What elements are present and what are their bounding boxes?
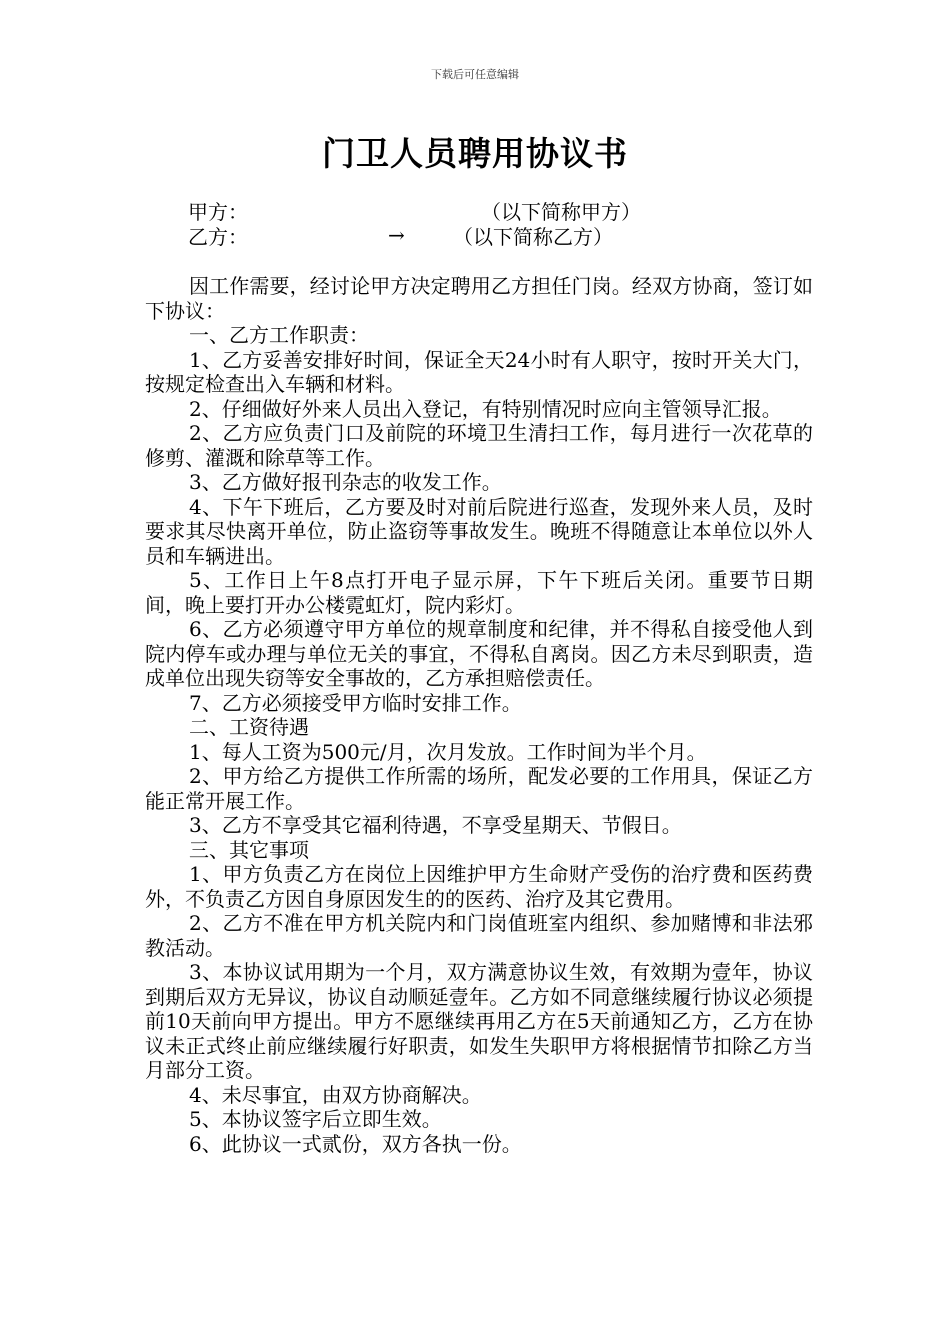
party-b-line — [188, 223, 613, 249]
paragraph: 7、乙方必须接受甲方临时安排工作。 — [189, 690, 522, 715]
party-b-label: 乙方： — [188, 225, 248, 249]
agreement-body — [145, 274, 813, 1156]
party-b-abbrev: （以下简称乙方） — [453, 225, 613, 249]
paragraph: 6、此协议一式贰份，双方各执一份。 — [189, 1131, 522, 1156]
paragraph: 3、乙方做好报刊杂志的收发工作。 — [189, 470, 502, 494]
paragraph: 2、乙方不准在甲方机关院内和门岗值班室内组织、参加赌博和非法邪教活动。 — [145, 911, 813, 960]
paragraph: 3、本协议试用期为一个月，双方满意协议生效，有效期为壹年，协议到期后双方无异议，协议自动顺延壹年。乙方如不同意继续履行协议必须提前10天前向甲方提出。甲方不愿继续再用乙方在5天前通知乙方，乙方在协议未正式终止前应继续履行好职责，如发生失职甲方将根据情节扣除乙方当月部分工资。 — [145, 960, 813, 1082]
party-a-line — [188, 200, 641, 224]
paragraph: 1、每人工资为500元/月，次月发放。工作时间为半个月。 — [189, 739, 707, 764]
arrow-icon: → — [388, 223, 405, 247]
document-title: 门卫人员聘用协议书 — [322, 134, 628, 173]
paragraph: 4、下午下班后，乙方要及时对前后院进行巡查，发现外来人员，及时要求其尽快离开单位，防止盗窃等事故发生。晚班不得随意让本单位以外人员和车辆进出。 — [145, 494, 813, 568]
party-a-label: 甲方： — [188, 200, 248, 224]
paragraph: 2、乙方应负责门口及前院的环境卫生清扫工作，每月进行一次花草的修剪、灌溉和除草等工作。 — [145, 421, 813, 470]
section-heading: 一、乙方工作职责： — [189, 323, 369, 347]
section-heading: 二、工资待遇 — [189, 715, 309, 739]
paragraph: 4、未尽事宜，由双方协商解决。 — [189, 1082, 482, 1107]
paragraph: 3、乙方不享受其它福利待遇，不享受星期天、节假日。 — [189, 813, 682, 837]
header-note: 下载后可任意编辑 — [431, 68, 519, 81]
paragraph: 2、甲方给乙方提供工作所需的场所，配发必要的工作用具，保证乙方能正常开展工作。 — [145, 764, 813, 813]
paragraph: 6、乙方必须遵守甲方单位的规章制度和纪律，并不得私自接受他人到院内停车或办理与单位无关的事宜，不得私自离岗。因乙方未尽到职责，造成单位出现失窃等安全事故的，乙方承担赔偿责任。 — [145, 617, 813, 690]
paragraph: 2、仔细做好外来人员出入登记，有特别情况时应向主管领导汇报。 — [189, 396, 782, 421]
paragraph: 5、本协议签字后立即生效。 — [189, 1107, 442, 1131]
section-heading: 三、其它事项 — [189, 837, 309, 862]
paragraph: 1、甲方负责乙方在岗位上因维护甲方生命财产受伤的治疗费和医药费外，不负责乙方因自身原因发生的的医药、治疗及其它费用。 — [145, 862, 813, 911]
party-a-abbrev: （以下简称甲方） — [481, 200, 641, 224]
paragraph: 因工作需要，经讨论甲方决定聘用乙方担任门岗。经双方协商，签订如下协议： — [145, 274, 813, 323]
paragraph: 1、乙方妥善安排好时间，保证全天24小时有人职守，按时开关大门，按规定检查出入车辆和材料。 — [145, 347, 813, 396]
paragraph: 5、工作日上午8点打开电子显示屏，下午下班后关闭。重要节日期间，晚上要打开办公楼霓虹灯，院内彩灯。 — [145, 568, 813, 617]
